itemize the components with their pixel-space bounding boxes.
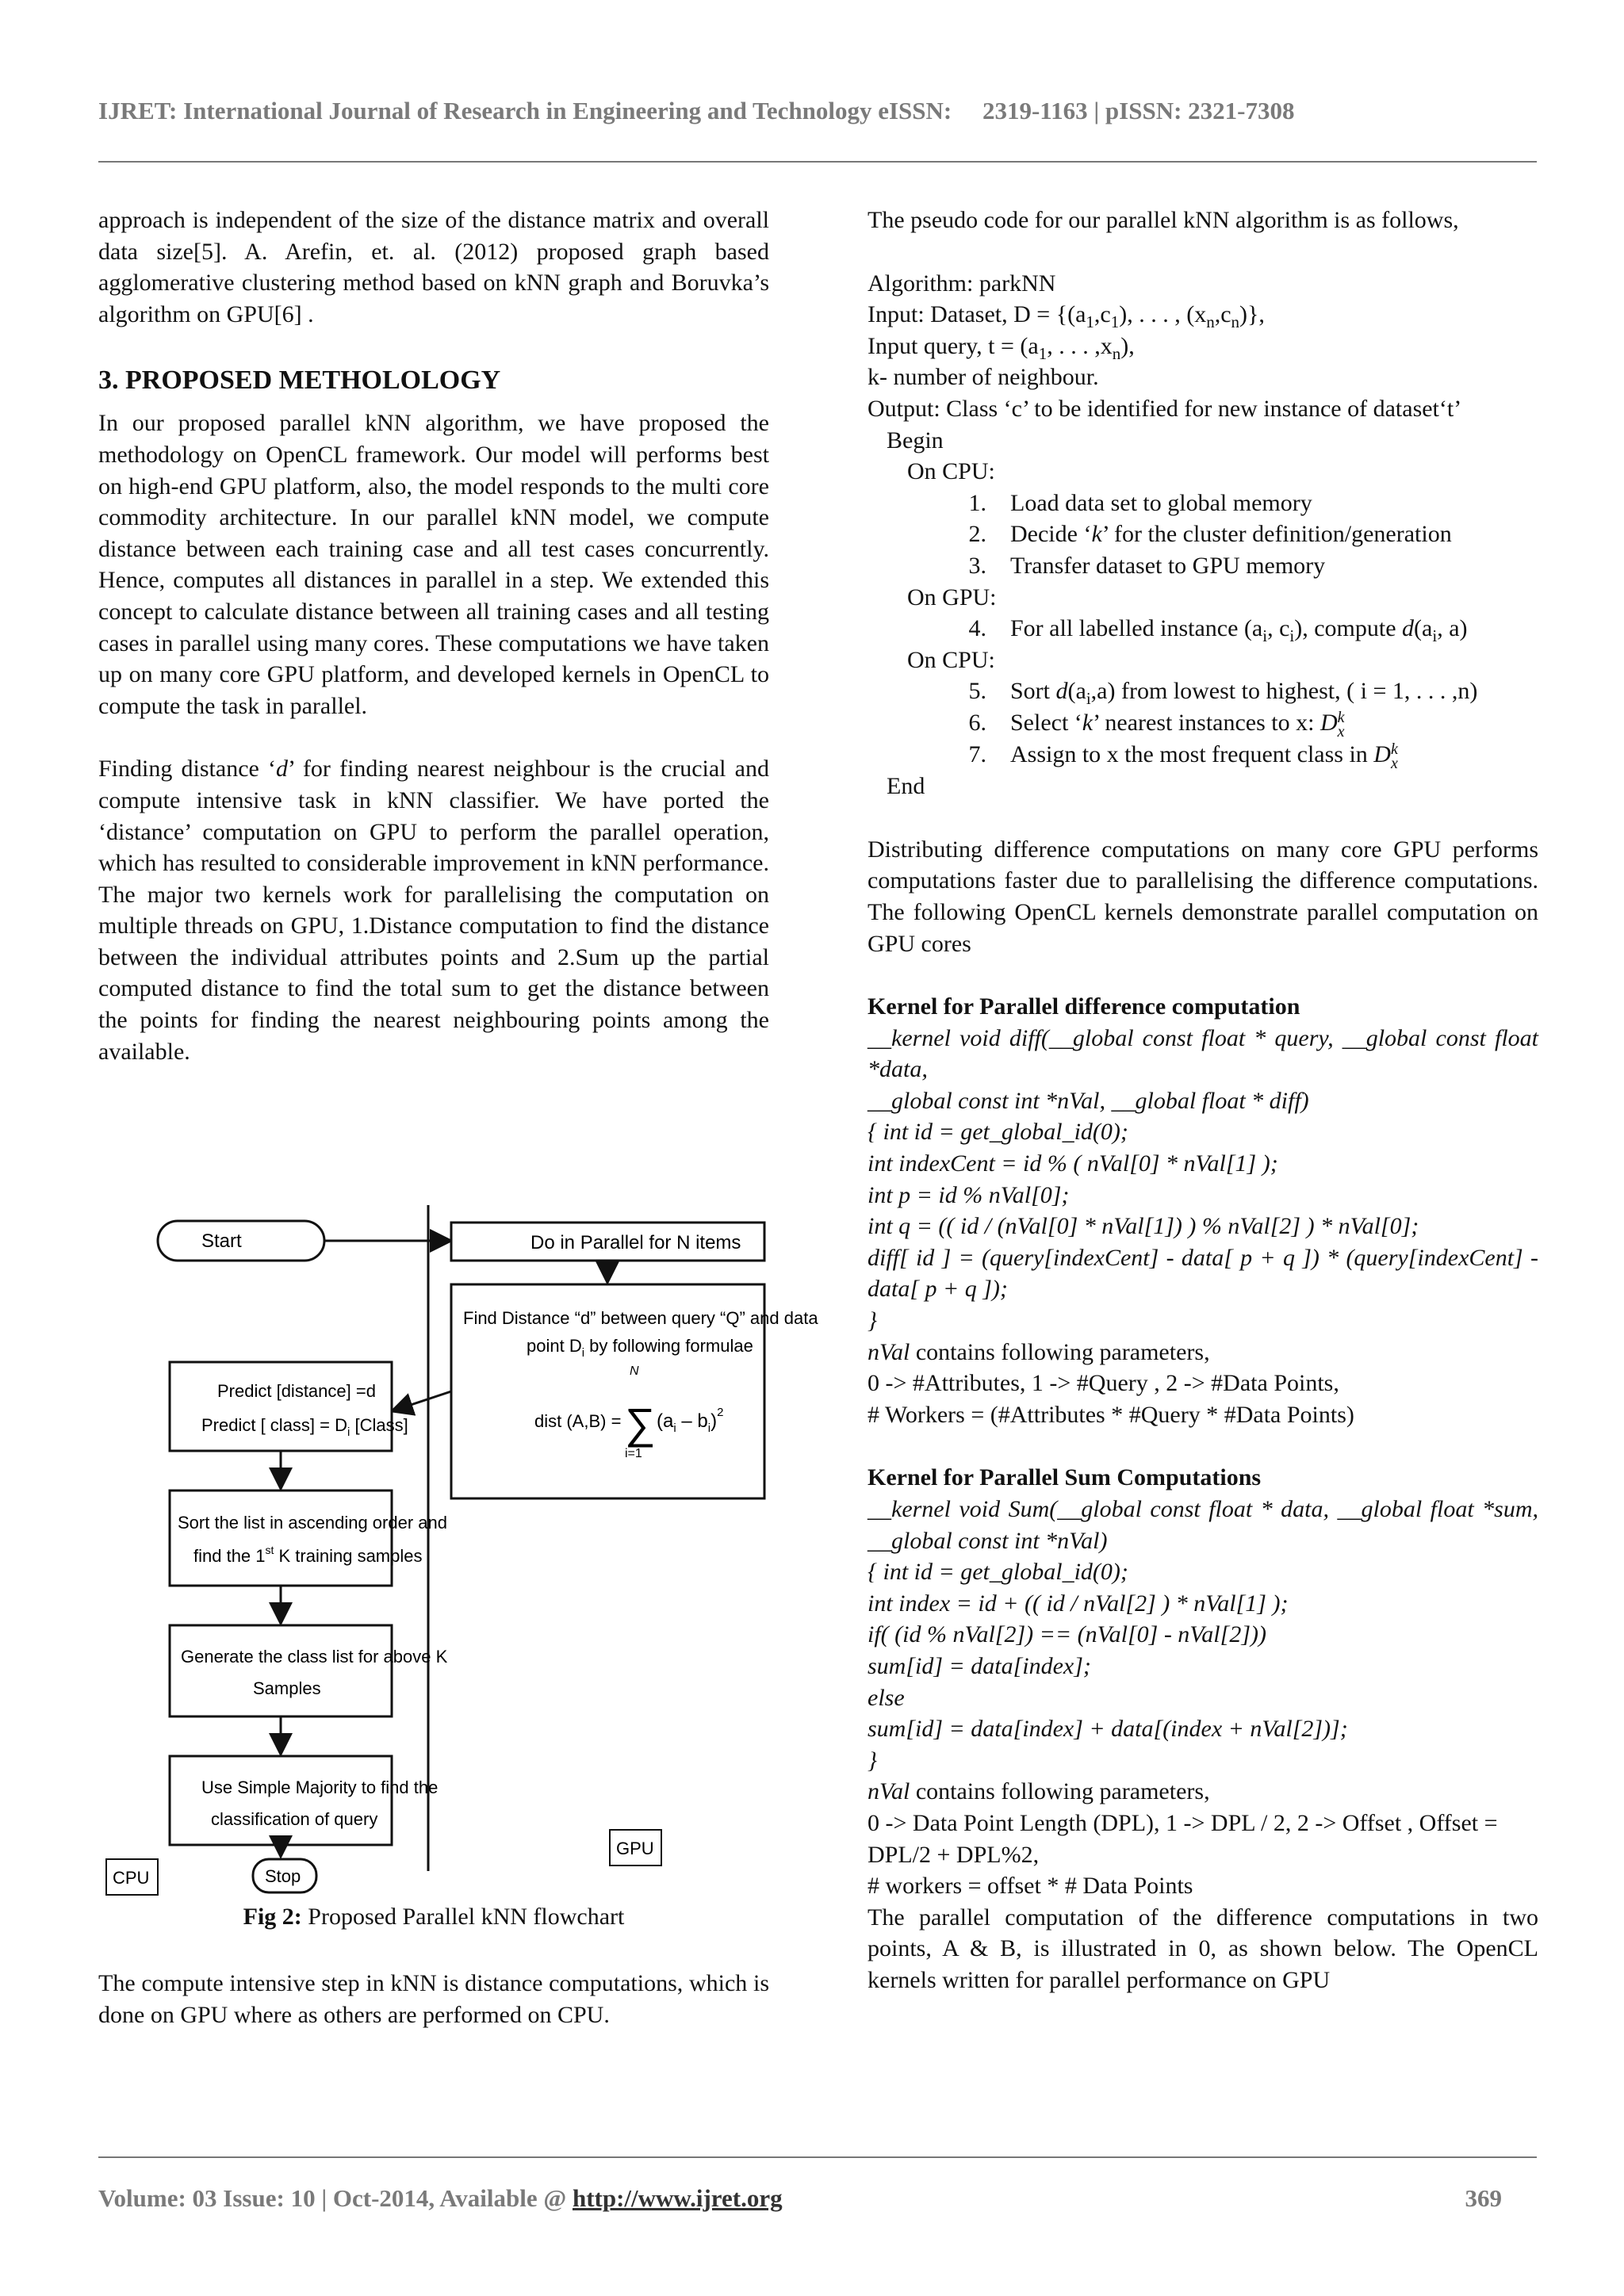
footer-rule	[98, 2156, 1537, 2158]
stop-label: Stop	[265, 1866, 301, 1886]
predict-box	[170, 1362, 392, 1451]
gen-line1: Generate the class list for above K	[181, 1647, 448, 1667]
page-number: 369	[1465, 2184, 1502, 2212]
major-line2: classification of query	[211, 1809, 378, 1829]
algorithm-step-3: 3. Transfer dataset to GPU memory	[968, 552, 1326, 579]
major-line1: Use Simple Majority to find the	[201, 1777, 439, 1797]
algorithm-step-2: 2. Decide ‘k’ for the cluster definition/generation	[968, 521, 1452, 548]
figure-caption: Fig 2: Proposed Parallel kNN flowchart	[243, 1904, 625, 1930]
distance-paragraph: Finding distance ‘d’ for finding nearest neighbour is the crucial and compute intensive task in kNN classifier. We have ported the ‘distance’ computation on GPU to perform the parallel operation, which has resulted to considerable improvement in kNN performance. The major two kernels work for parallelising the computation on multiple threads on GPU, 1.Distance computation to find the distance between the individual attributes points and 2.Sum up the partial computed distance to find the total sum to get the distance between the points for finding the nearest neighbouring points among the available.	[98, 756, 769, 1065]
algorithm-step-7: 7. Assign to x the most frequent class in D k x	[968, 740, 1398, 773]
algorithm-begin: Begin	[887, 427, 944, 453]
kernel1-title: Kernel for Parallel difference computation	[868, 993, 1300, 1020]
algorithm-on-cpu-2: On CPU:	[907, 646, 995, 673]
predict-line2: Predict [ class] = $D_i$ [Class]	[201, 1415, 408, 1439]
algorithm-step-6: 6. Select ‘k’ nearest instances to x: D k x	[968, 709, 1345, 741]
left-column	[98, 205, 769, 1067]
algorithm-name: Algorithm: parkNN	[868, 270, 1056, 297]
algorithm-end: End	[887, 773, 925, 800]
header-rule	[98, 161, 1537, 163]
distributing-paragraph: Distributing difference computations on many core GPU performs computations faster due to parallelising the difference computations. The following OpenCL kernels demonstrate parallel computation on GPU cores	[868, 836, 1538, 957]
algorithm-on-cpu-1: On CPU:	[907, 458, 995, 485]
find-line1: Find Distance “d” between query “Q” and data	[463, 1308, 818, 1328]
sort-box	[170, 1490, 392, 1586]
start-label: Start	[201, 1230, 242, 1252]
pseudocode-intro: The pseudo code for our parallel kNN algorithm is as follows,	[868, 207, 1459, 233]
algorithm-step-4: 4. For all labelled instance ($a_i$, $c_i$), compute $d(a_i$, a)	[968, 615, 1468, 646]
formula-top: N	[630, 1364, 639, 1378]
kernel2-title: Kernel for Parallel Sum Computations	[868, 1464, 1262, 1491]
formula-sum: ∑	[625, 1400, 656, 1448]
compute-paragraph: The compute intensive step in kNN is distance computations, which is done on GPU where as others are performed on CPU.	[98, 1970, 769, 2028]
find-line2: point $D_i$ by following formulae	[527, 1336, 753, 1360]
algorithm-step-5: 5. Sort $d(a_i,a)$ from lowest to highest, ( i = 1, . . . ,n)	[968, 678, 1478, 709]
parallel-label: Do in Parallel for N items	[530, 1232, 741, 1253]
cpu-label: CPU	[113, 1868, 150, 1888]
formula-bottom: i=1	[625, 1447, 642, 1460]
algorithm-output: Output: Class ‘c’ to be identified for new instance of dataset‘t’	[868, 395, 1462, 422]
sort-line1: Sort the list in ascending order and	[178, 1513, 447, 1533]
kernel2-code: __kernel void Sum(__global const float * data, __global float *sum, __global const int *nVal) { int id = get_global_id(0); int index = id + (( id / nVal[2] ) * nVal[1] ); if( (id % nVal[2]) == (nVal[0] - nVal[2])) sum[id] = data[index]; else sum[id] = data[index] + data[(index + nVal[2])]; } nVal contains following parameters, 0 -> Data Point Length (DPL), 1 -> DPL / 2, 2 -> Offset , Offset = DPL/2 + DPL%2, # workers = offset * # Data Points	[868, 1496, 1538, 1900]
running-header: IJRET: International Journal of Research in Engineering and Technology eISSN: 2319-1163 | pISSN: 2321-7308	[98, 97, 1295, 124]
algorithm-input-dataset: Input: Dataset, $D = \{(a_1,c_1)$, . . . , $(x_n,c_n)$},	[868, 301, 1265, 332]
predict-line1: Predict [distance] =d	[217, 1381, 376, 1401]
gpu-label: GPU	[616, 1839, 654, 1858]
majority-box	[170, 1756, 392, 1845]
gen-line2: Samples	[253, 1678, 321, 1698]
generate-box	[170, 1625, 392, 1716]
algorithm-on-gpu: On GPU:	[907, 584, 997, 610]
journal-link[interactable]: http://www.ijret.org	[572, 2184, 783, 2212]
kernel1-code: __kernel void diff(__global const float * query, __global const float *data, __global const int *nVal, __global float * diff) { int id = get_global_id(0); int indexCent = id % ( nVal[0] * nVal[1] ); int p = id % nVal[0]; int q = (( id / (nVal[0] * nVal[1]) ) % nVal[2] ) * nVal[0]; diff[ id ] = (query[indexCent] - data[ p + q ]) * (query[indexCent] - data[ p + q ]); } nVal contains following parameters, 0 -> #Attributes, 1 -> #Query , 2 -> #Data Points, # Workers = (#Attributes * #Query * #Data Points)	[868, 1024, 1538, 1428]
sort-line2: find the 1st K training samples	[193, 1544, 423, 1566]
algorithm-k: k- number of neighbour.	[868, 364, 1099, 391]
closing-paragraph: The parallel computation of the difference computations in two points, A & B, is illustrated in 0, as shown below. The OpenCL kernels written for parallel performance on GPU	[868, 1904, 1538, 1993]
algorithm-step-1: 1. Load data set to global memory	[968, 489, 1312, 516]
intro-paragraph: approach is independent of the size of the distance matrix and overall data size[5]. A. Arefin, et. al. (2012) proposed graph based agglomerative clustering method based on kNN graph and Boruvka’s algorithm on GPU[6] .	[98, 207, 769, 327]
algorithm-input-query: Input query, $t = (a_1$, . . . $,x_n$),	[868, 332, 1135, 363]
arrow-find-predict	[392, 1391, 451, 1411]
page-footer: Volume: 03 Issue: 10 | Oct-2014, Available @ http://www.ijret.org 369	[98, 2184, 1502, 2212]
flowchart-figure	[98, 1189, 818, 1919]
formula-lhs: dist (A,B) =	[534, 1411, 622, 1431]
right-column	[868, 205, 1538, 1996]
algorithm-block	[868, 268, 1538, 802]
formula-body: $(a_i - b_i)^2$	[657, 1406, 724, 1435]
section-heading: 3. PROPOSED METHOLOLOGY	[98, 365, 501, 396]
methodology-paragraph: In our proposed parallel kNN algorithm, we have proposed the methodology on OpenCL framework. Our model will performs best on high-end GPU platform, also, the model responds to the multi core commodity architecture. In our parallel kNN model, we compute distance between each training case and all test cases concurrently. Hence, computes all distances in parallel in a step. We extended this concept to calculate distance between all training cases and all testing cases in parallel using many cores. These computations we have taken up on many core GPU platform, and developed kernels in OpenCL to compute the task in parallel.	[98, 410, 769, 719]
